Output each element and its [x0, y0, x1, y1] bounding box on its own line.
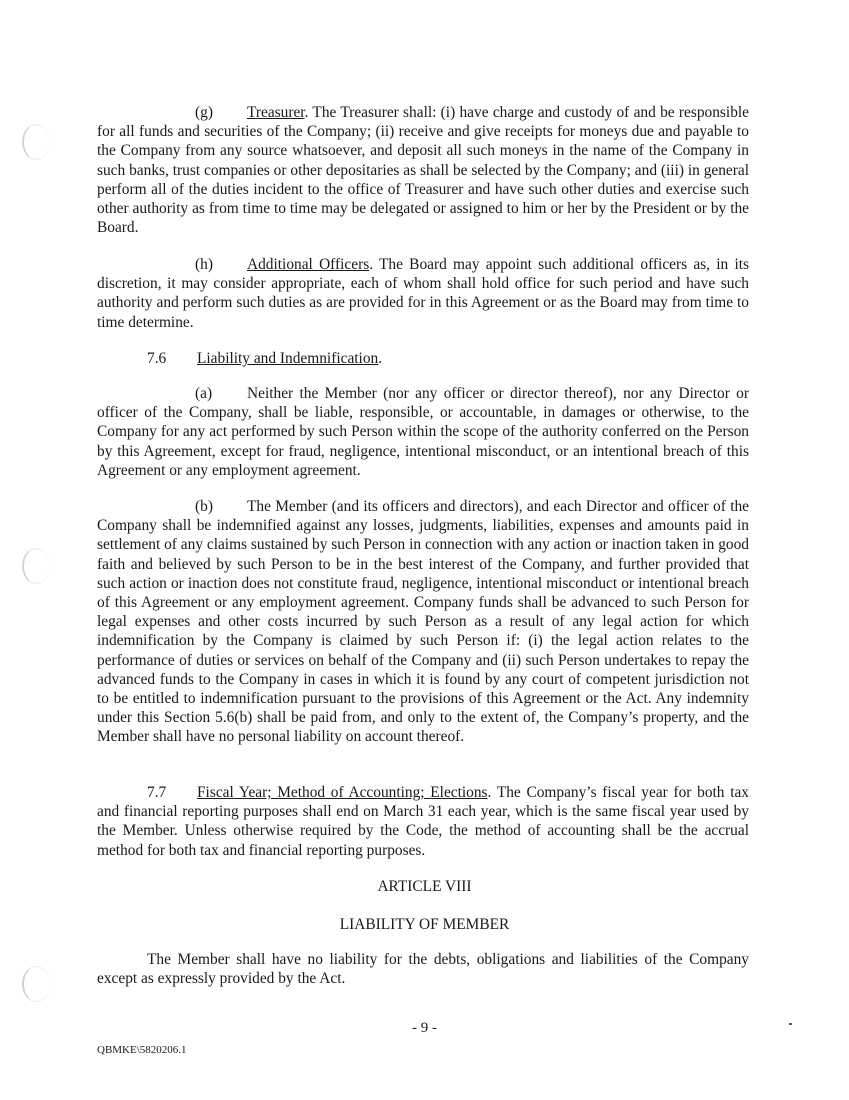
paragraph-liability	[97, 384, 749, 480]
document-id: QBMKE\5820206.1	[97, 1044, 187, 1056]
section-title-suffix: .	[378, 350, 383, 367]
item-heading: Additional Officers	[247, 256, 370, 273]
item-body: The Member (and its officers and directors), and each Director and officer of the Company shall be indemnified against any losses, judgments, liabilities, expenses and amounts paid in settlement of any claims sustained by such Person in connection with any action or inaction taken in good faith and believed by such Person to be in the best interest of the Company, and further provided that such action or inaction does not constitute fraud, negligence, intentional misconduct or intentional breach of this Agreement or any employment agreement. Company funds shall be advanced to such Person for legal expenses and other costs incurred by such Person as a result of any legal action for which indemnification by the Company is claimed by such Person if: (i) the legal action relates to the performance of duties or services on behalf of the Company and (ii) such Person undertakes to repay the advanced funds to the Company in cases in which it is found by any court of competent jurisdiction not to be entitled to indemnification pursuant to the provisions of this Agreement or the Act. Any indemnity under this Section 5.6(b) shall be paid from, and only to the extent of, the Company’s property, and the Member shall have no personal liability on account thereof.	[97, 498, 749, 746]
article-number: ARTICLE VIII	[377, 878, 472, 895]
item-body: Neither the Member (nor any officer or director thereof), nor any Director or officer of the Company, shall be liable, responsible, or accountable, in damages or otherwise, to the Company for any act performed by such Person within the scope of the authority conferred on the Person by this Agreement, except for fraud, negligence, intentional misconduct, or an intentional breach of this Agreement or any employment agreement.	[97, 385, 749, 479]
item-label: (g)	[195, 104, 213, 121]
section-title: Fiscal Year; Method of Accounting; Elections	[197, 784, 488, 801]
paragraph-treasurer	[97, 103, 749, 237]
section-title: Liability and Indemnification	[197, 350, 379, 367]
item-heading: Treasurer	[247, 104, 305, 121]
item-label: (b)	[195, 498, 213, 515]
paragraph-member-liability: The Member shall have no liability for the debts, obligations and liabilities of the Company except as expressly provided by the Act.	[97, 951, 749, 988]
punch-hole-mark	[22, 966, 50, 1002]
section-body: . The Company’s fiscal year for both tax and financial reporting purposes shall end on March 31 each year, which is the same fiscal year used by the Member. Unless otherwise required by the Code, the method of accounting shall be the accrual method for both tax and financial reporting purposes.	[97, 784, 749, 859]
section-number: 7.6	[147, 350, 167, 367]
paragraph-fiscal-year	[97, 783, 749, 860]
punch-hole-mark	[22, 548, 50, 584]
item-label: (h)	[195, 256, 213, 273]
punch-hole-mark	[22, 124, 50, 160]
paragraph-indemnification	[97, 497, 749, 747]
section-number: 7.7	[147, 784, 167, 801]
page-number: - 9 -	[412, 1020, 437, 1036]
section-heading-7-6	[147, 349, 382, 368]
item-label: (a)	[195, 385, 213, 402]
item-body: . The Board may appoint such additional officers as, in its discretion, it may consider appropriate, each of whom shall hold office for such period and have such authority and perform such duties as are provided for in this Agreement or as the Board may from time to time determine.	[97, 256, 749, 331]
paragraph-additional-officers	[97, 255, 749, 332]
article-title: LIABILITY OF MEMBER	[339, 916, 510, 933]
item-body: . The Treasurer shall: (i) have charge and custody of and be responsible for all funds and securities of the Company; (ii) receive and give receipts for moneys due and payable to the Company from any source whatsoever, and deposit all such moneys in the name of the Company in such banks, trust companies or other depositaries as shall be selected by the Company; and (iii) in general perform all of the duties incident to the office of Treasurer and have such other duties and exercise such other authority as from time to time may be delegated or assigned to him or her by the President or by the Board.	[97, 104, 749, 237]
